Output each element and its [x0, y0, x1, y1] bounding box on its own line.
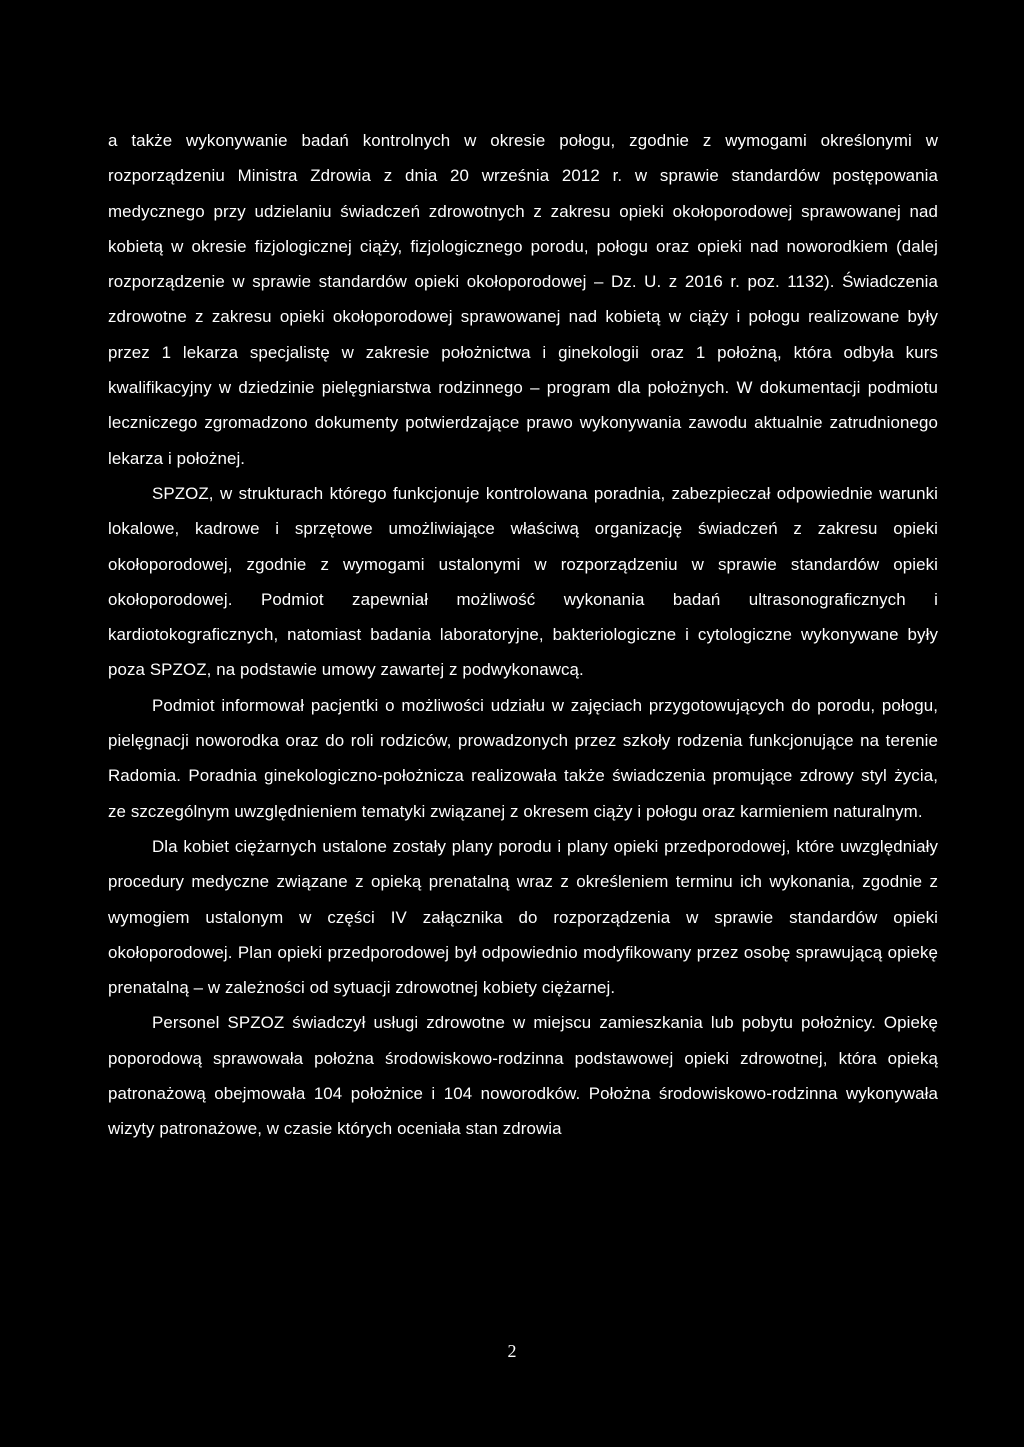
paragraph-3: Podmiot informował pacjentki o możliwości udziału w zajęciach przygotowujących do porodu, połogu, pielęgnacji noworodka oraz do roli rodziców, prowadzonych przez szkoły rodzenia funkcjonujące na terenie Radomia. Poradnia ginekologiczno-położnicza realizowała także świadczenia promujące zdrowy styl życia, ze szczególnym uwzględnieniem tematyki związanej z okresem ciąży i połogu oraz karmieniem naturalnym.	[108, 695, 938, 821]
paragraph-4: Dla kobiet ciężarnych ustalone zostały plany porodu i plany opieki przedporodowej, które uwzględniały procedury medyczne związane z opieką prenatalną wraz z określeniem terminu ich wykonania, zgodnie z wymogiem ustalonym w części IV załącznika do rozporządzenia w sprawie standardów opieki okołoporodowej. Plan opieki przedporodowej był odpowiednio modyfikowany przez osobę sprawującą opiekę prenatalną – w zależności od sytuacji zdrowotnej kobiety ciężarnej.	[108, 836, 938, 998]
document-body	[108, 123, 938, 1147]
paragraph-1: a także wykonywanie badań kontrolnych w okresie połogu, zgodnie z wymogami określonymi w rozporządzeniu Ministra Zdrowia z dnia 20 września 2012 r. w sprawie standardów postępowania medycznego przy udzielaniu świadczeń zdrowotnych z zakresu opieki okołoporodowej sprawowanej nad kobietą w okresie fizjologicznej ciąży, fizjologicznego porodu, połogu oraz opieki nad noworodkiem (dalej rozporządzenie w sprawie standardów opieki okołoporodowej – Dz. U. z 2016 r. poz. 1132). Świadczenia zdrowotne z zakresu opieki okołoporodowej sprawowanej nad kobietą w ciąży i połogu realizowane były przez 1 lekarza specjalistę w zakresie położnictwa i ginekologii oraz 1 położną, która odbyła kurs kwalifikacyjny w dziedzinie pielęgniarstwa rodzinnego – program dla położnych. W dokumentacji podmiotu leczniczego zgromadzono dokumenty potwierdzające prawo wykonywania zawodu aktualnie zatrudnionego lekarza i położnej.	[108, 131, 938, 468]
paragraph-5: Personel SPZOZ świadczył usługi zdrowotne w miejscu zamieszkania lub pobytu położnicy. Opiekę poporodową sprawowała położna środowiskowo-rodzinna podstawowej opieki zdrowotnej, która opieką patronażową obejmowała 104 położnice i 104 noworodków. Położna środowiskowo-rodzinna wykonywała wizyty patronażowe, w czasie których oceniała stan zdrowia	[108, 1013, 938, 1139]
paragraph-2: SPZOZ, w strukturach którego funkcjonuje kontrolowana poradnia, zabezpieczał odpowiednie warunki lokalowe, kadrowe i sprzętowe umożliwiające właściwą organizację świadczeń z zakresu opieki okołoporodowej, zgodnie z wymogami ustalonymi w rozporządzeniu w sprawie standardów opieki okołoporodowej. Podmiot zapewniał możliwość wykonania badań ultrasonograficznych i kardiotokograficznych, natomiast badania laboratoryjne, bakteriologiczne i cytologiczne wykonywane były poza SPZOZ, na podstawie umowy zawartej z podwykonawcą.	[108, 483, 938, 680]
page-number: 2	[507, 1341, 517, 1361]
